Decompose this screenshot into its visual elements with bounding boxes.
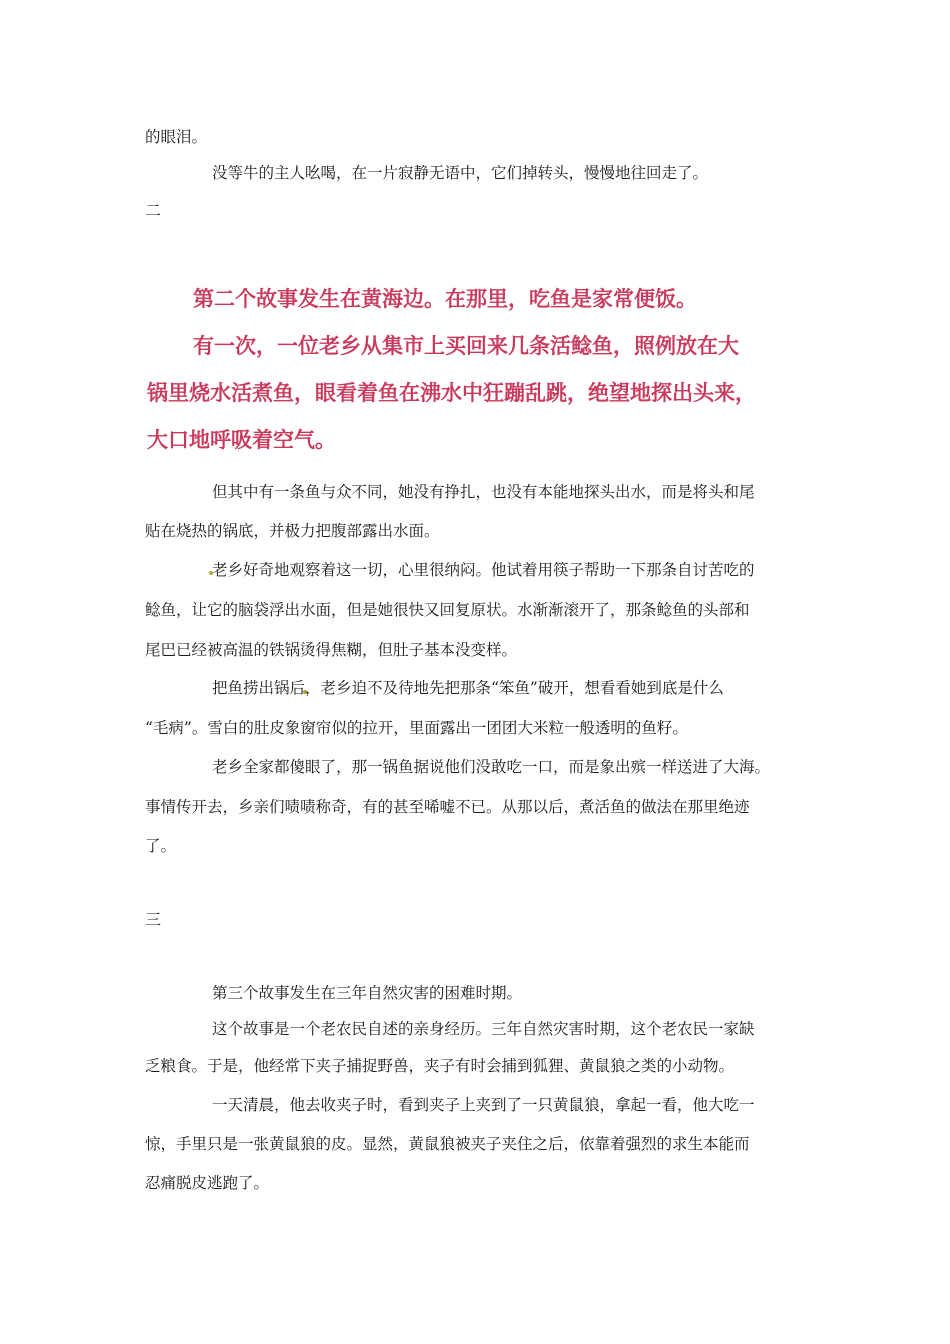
- paragraph-line: 的眼泪。: [145, 128, 208, 146]
- paragraph-line: 忍痛脱皮逃跑了。: [145, 1174, 270, 1192]
- paragraph-line: 事情传开去，乡亲们啧啧称奇，有的甚至唏嘘不已。从那以后，煮活鱼的做法在那里绝迹: [145, 798, 750, 816]
- section-number: 二: [145, 201, 162, 220]
- paragraph-line: 把鱼捞出锅后，老乡迫不及待地先把那条“笨鱼”破开，想看看她到底是什么: [212, 679, 724, 697]
- paragraph-line: 第三个故事发生在三年自然灾害的困难时期。: [212, 984, 523, 1002]
- section-number: 三: [145, 910, 162, 929]
- paragraph-line: 鲶鱼，让它的脑袋浮出水面，但是她很快又回复原状。水渐渐滚开了，那条鲶鱼的头部和: [145, 601, 750, 619]
- paragraph-line: 贴在烧热的锅底，并极力把腹部露出水面。: [145, 522, 440, 540]
- highlighted-text-line: 第二个故事发生在黄海边。在那里，吃鱼是家常便饭。: [193, 287, 697, 311]
- paragraph-line: 惊，手里只是一张黄鼠狼的皮。显然，黄鼠狼被夹子夹住之后，依靠着强烈的求生本能而: [145, 1135, 750, 1153]
- paragraph-line: 这个故事是一个老农民自述的亲身经历。三年自然灾害时期，这个老农民一家缺: [212, 1020, 755, 1038]
- paragraph-line: 了。: [145, 837, 177, 855]
- paragraph-line: “毛病”。雪白的肚皮象窗帘似的拉开，里面露出一团团大米粒一般透明的鱼籽。: [145, 719, 688, 737]
- paragraph-line: 乏粮食。于是，他经常下夹子捕捉野兽，夹子有时会捕到狐狸、黄鼠狼之类的小动物。: [145, 1057, 735, 1075]
- paragraph-line: 老乡好奇地观察着这一切，心里很纳闷。他试着用筷子帮助一下那条自讨苦吃的: [212, 561, 755, 579]
- highlighted-text-line: 有一次，一位老乡从集市上买回来几条活鲶鱼，照例放在大: [193, 334, 739, 358]
- paragraph-line: 没等牛的主人吆喝，在一片寂静无语中，它们掉转头，慢慢地往回走了。: [212, 164, 709, 182]
- paragraph-line: 但其中有一条鱼与众不同，她没有挣扎，也没有本能地探头出水，而是将头和尾: [212, 483, 755, 501]
- paragraph-line: 一天清晨，他去收夹子时，看到夹子上夹到了一只黄鼠狼，拿起一看，他大吃一: [212, 1096, 755, 1114]
- paragraph-line: 老乡全家都傻眼了，那一锅鱼据说他们没敢吃一口，而是象出殡一样送进了大海。: [212, 758, 771, 776]
- highlighted-text-line: 大口地呼吸着空气。: [147, 428, 336, 452]
- paragraph-line: 尾巴已经被高温的铁锅烫得焦糊，但肚子基本没变样。: [145, 641, 518, 659]
- highlighted-text-line: 锅里烧水活煮鱼，眼看着鱼在沸水中狂蹦乱跳，绝望地探出头来，: [147, 381, 756, 405]
